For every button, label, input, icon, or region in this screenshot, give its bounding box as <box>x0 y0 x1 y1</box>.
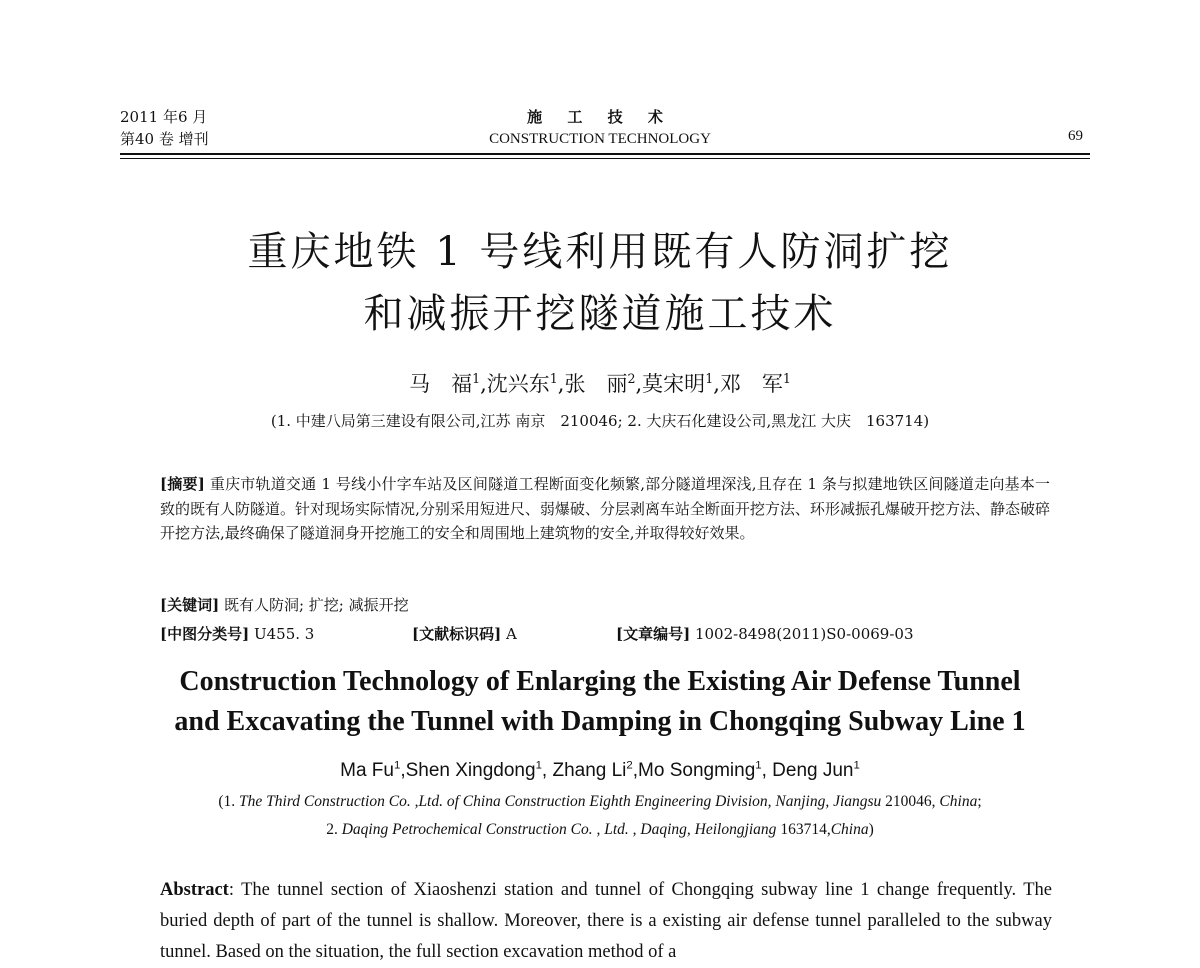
authors-en <box>0 760 1200 782</box>
volume-info: 第40 卷 增刊 <box>120 130 209 148</box>
author-affil-mark: 1 <box>472 371 481 386</box>
keywords-label: [关键词] <box>160 596 220 614</box>
author-affil-mark: 1 <box>755 759 762 772</box>
affil-postcode: 210046, <box>881 793 940 810</box>
author-name-en: , Zhang Li <box>541 760 627 781</box>
title-cn-line2: 和减振开挖隧道施工技术 <box>363 291 837 337</box>
author-affil-mark: 2 <box>626 759 633 772</box>
author-affil-mark: 1 <box>705 371 714 386</box>
author-name: ,莫宋明 <box>635 372 706 396</box>
affil-country: China <box>939 793 978 810</box>
author-affil-mark: 1 <box>782 371 791 386</box>
clc-value: U455. 3 <box>249 625 315 643</box>
affiliation-en-line1 <box>0 793 1200 811</box>
author-affil-mark: 1 <box>549 371 558 386</box>
author-name-en: Ma Fu <box>340 760 394 781</box>
author-name: 马 福 <box>409 372 473 396</box>
clc-label: [中图分类号] <box>160 625 250 643</box>
author-affil-mark: 1 <box>535 759 542 772</box>
journal-name-en: CONSTRUCTION TECHNOLOGY <box>489 131 711 147</box>
affil-country: China <box>830 821 869 838</box>
doc-code-label: [文献标识码] <box>412 625 502 643</box>
title-en-line2: and Excavating the Tunnel with Damping in Chongqing Subway Line 1 <box>174 706 1026 737</box>
author-affil-mark: 1 <box>853 759 860 772</box>
abstract-en-label: Abstract <box>160 880 229 900</box>
journal-name-cn: 施 工 技 术 <box>527 108 673 126</box>
abstract-cn <box>160 472 1050 546</box>
author-name-en: ,Shen Xingdong <box>400 760 536 781</box>
header-center <box>0 106 1200 150</box>
article-no-value: 1002-8498(2011)S0-0069-03 <box>690 625 914 643</box>
article-no-label: [文章编号] <box>616 625 691 643</box>
affil-punct: ) <box>868 821 874 838</box>
author-name: ,邓 军 <box>713 372 783 396</box>
title-en-line1: Construction Technology of Enlarging the Existing Air Defense Tunnel <box>179 666 1021 697</box>
author-name: ,沈兴东 <box>480 372 550 396</box>
issue-date: 2011 年6 月 <box>120 108 208 126</box>
title-cn-line1: 重庆地铁 1 号线利用既有人防洞扩挖 <box>247 229 953 275</box>
abstract-en <box>160 875 1052 968</box>
affil-punct: ; <box>977 793 982 810</box>
keywords-cn <box>160 594 409 615</box>
author-name: ,张 丽 <box>557 372 628 396</box>
affil-org: Daqing Petrochemical Construction Co. , Ltd. , Daqing, Heilongjiang <box>341 821 777 838</box>
keywords-text: 既有人防洞; 扩挖; 减振开挖 <box>219 596 409 614</box>
doc-code-value: A <box>501 625 517 643</box>
page-number: 69 <box>1068 128 1083 144</box>
author-affil-mark: 1 <box>393 759 401 772</box>
author-name-en: , Deng Jun <box>761 760 854 781</box>
author-name-en: ,Mo Songming <box>632 760 756 781</box>
header-rule <box>120 153 1090 155</box>
affiliation-en-line2 <box>0 821 1200 839</box>
abstract-cn-text: 重庆市轨道交通 1 号线小什字车站及区间隧道工程断面变化频繁,部分隧道埋深浅,且存在 1 条与拟建地铁区间隧道走向基本一致的既有人防隧道。针对现场实际情况,分别采用短进尺、弱爆破、分层剥离车站全断面开挖方法、环形减振孔爆破开挖方法、静态破碎开挖方法,最终确保了隧道洞身开挖施工的安全和周围地上建筑物的安全,并取得较好效果。 <box>160 475 1050 542</box>
classification-line <box>160 623 1060 644</box>
affil-num: (1. <box>218 793 240 810</box>
affil-org: The Third Construction Co. ,Ltd. of China Construction Eighth Engineering Division, Nanjing, Jiangsu <box>239 793 882 810</box>
author-affil-mark: 2 <box>627 371 636 386</box>
abstract-cn-label: [摘要] <box>160 475 205 493</box>
authors-cn <box>0 368 1200 398</box>
affiliation-cn: (1. 中建八局第三建设有限公司,江苏 南京 210046; 2. 大庆石化建设公司,黑龙江 大庆 163714) <box>270 412 930 430</box>
header-rule-thin <box>120 158 1090 159</box>
abstract-en-text: : The tunnel section of Xiaoshenzi station and tunnel of Chongqing subway line 1 change frequently. The buried depth of part of the tunnel is shallow. Moreover, there is a existing air defense tunnel paralleled to the subway tunnel. Based on the situation, the full section excavation method of a <box>160 880 1052 962</box>
affil-num: 2. <box>326 821 342 838</box>
affil-postcode: 163714, <box>776 821 831 838</box>
